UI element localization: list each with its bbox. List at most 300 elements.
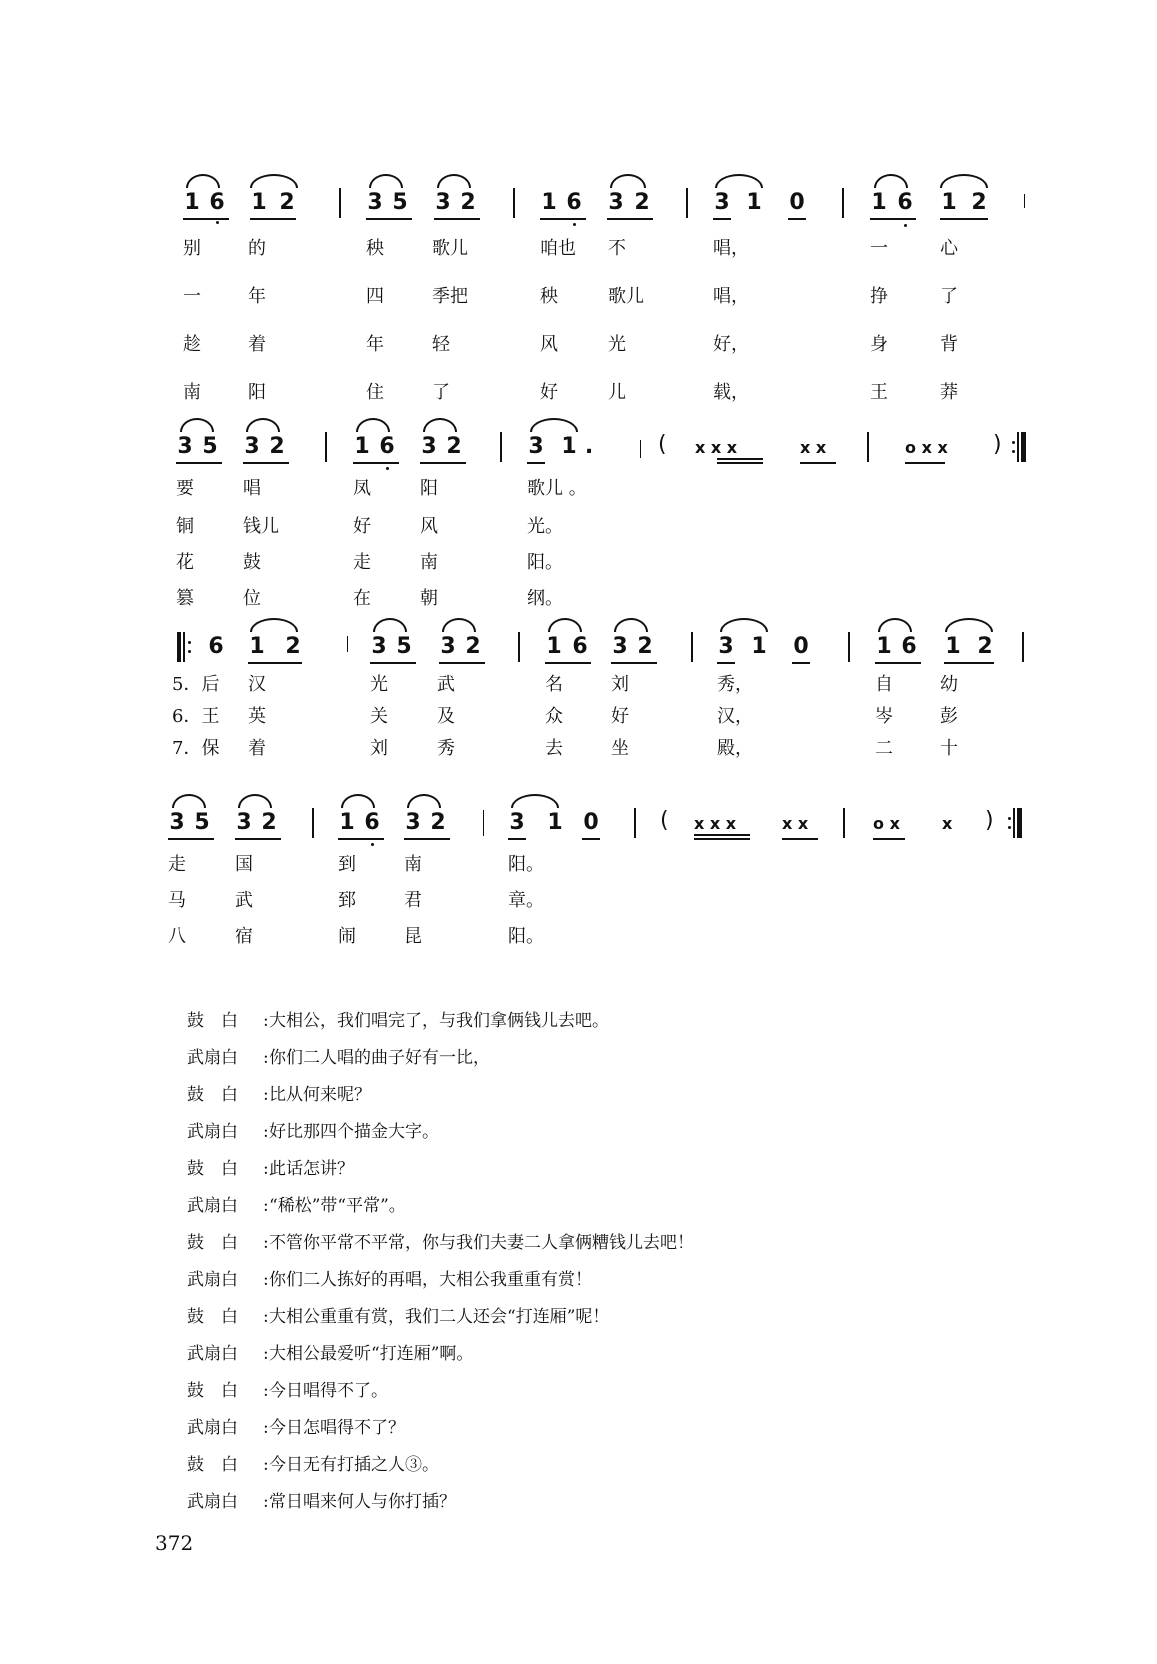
speaker-label: 鼓 白 (187, 1085, 238, 1105)
note: 3 (405, 810, 421, 835)
lyric-verse-5 (0, 850, 1157, 880)
note: 3 (236, 810, 252, 835)
beam-line (338, 838, 384, 840)
lyric: 秀 (437, 738, 455, 759)
lyric: 阳 (420, 478, 438, 499)
beam-line (875, 662, 921, 664)
barline (842, 188, 844, 218)
lyric-verse-4 (0, 378, 1157, 408)
octave-dot (904, 224, 907, 227)
note: 0 (793, 634, 809, 659)
beam-line (235, 838, 281, 840)
note: 6 (364, 810, 380, 835)
speaker-label: 鼓 白 (187, 1307, 238, 1327)
speech-text: 比从何来呢？ (269, 1085, 371, 1105)
beam-line (717, 462, 763, 464)
lyric: 铜 (176, 516, 194, 537)
lyric-verse-1 (0, 474, 1157, 504)
dialogue-line: 鼓 白 :此话怎讲？ (187, 1151, 1087, 1188)
note: 1 (871, 190, 887, 215)
lyric: 唱， (713, 238, 749, 259)
slur (341, 794, 375, 808)
speaker-label: 武扇白 (187, 1492, 238, 1512)
barline-broken (347, 636, 348, 652)
lyric: 八 (168, 926, 186, 947)
lyric: 国 (235, 854, 253, 875)
barline (339, 188, 341, 218)
speech-text: 不管你平常不平常，你与我们夫妻二人拿俩糟钱儿去吧！ (269, 1233, 694, 1253)
lyric-verse-7 (0, 734, 1157, 764)
barline (691, 632, 693, 662)
lyric-verse-3 (0, 548, 1157, 578)
lyric: 住 (366, 382, 384, 403)
note: 5 (202, 434, 218, 459)
note: 2 (269, 434, 285, 459)
barline (312, 808, 314, 838)
barline (518, 632, 520, 662)
beam-line (582, 838, 600, 840)
beam-line (944, 662, 994, 664)
lyric: 刘 (611, 674, 629, 695)
beam-line (540, 218, 586, 220)
slur (356, 418, 390, 432)
note: 1 (945, 634, 961, 659)
lyric: 载， (713, 382, 749, 403)
lyric: 章。 (508, 890, 544, 911)
repeat-end-barline (1008, 808, 1022, 838)
dialogue-line: 鼓 白 :大相公重重有赏，我们二人还会“打连厢”呢！ (187, 1299, 1087, 1336)
beam-line (420, 462, 466, 464)
lyric: 英 (248, 706, 266, 727)
slur (373, 618, 407, 632)
octave-dot (371, 843, 374, 846)
barline-broken (640, 440, 641, 458)
lyric: 殿， (717, 738, 753, 759)
lyric: 在 (353, 588, 371, 609)
note: . (584, 434, 594, 459)
note: 5 (396, 634, 412, 659)
note: 6 (209, 190, 225, 215)
note: 2 (460, 190, 476, 215)
dialogue-line: 鼓 白 :今日无有打插之人③。 (187, 1447, 1087, 1484)
lyric: 宿 (235, 926, 253, 947)
lyric: 钱儿 (243, 516, 279, 537)
speech-text: 今日唱得不了。 (269, 1381, 388, 1401)
note: 1 (354, 434, 370, 459)
speaker-label: 武扇白 (187, 1048, 238, 1068)
lyric: 唱 (243, 478, 261, 499)
slur (442, 618, 476, 632)
beam-line (404, 838, 450, 840)
dialogue-line: 武扇白 :你们二人唱的曲子好有一比， (187, 1040, 1087, 1077)
lyric-verse-6 (0, 702, 1157, 732)
speech-text: 常日唱来何人与你打插？ (269, 1492, 456, 1512)
lyric: 季把 (432, 286, 468, 307)
lyric: 唱， (713, 286, 749, 307)
note: 2 (637, 634, 653, 659)
slur (548, 618, 582, 632)
lyric: 莽 (940, 382, 958, 403)
octave-dot (216, 221, 219, 224)
percussion-rhythm: o x x (905, 438, 948, 457)
slur (407, 794, 441, 808)
barline-broken (483, 810, 484, 836)
lyric: 武 (235, 890, 253, 911)
slur (874, 174, 908, 188)
barline (1022, 632, 1024, 662)
lyric: 不 (608, 238, 626, 259)
lyric: 凤 (353, 478, 371, 499)
lyric: 秧 (540, 286, 558, 307)
speaker-label: 武扇白 (187, 1344, 238, 1364)
lyric: 歌儿 (608, 286, 644, 307)
lyric: 一 (183, 286, 201, 307)
lyric: 王 (870, 382, 888, 403)
barline (867, 432, 869, 462)
note: 1 (547, 810, 563, 835)
speaker-label: 鼓 白 (187, 1233, 238, 1253)
lyric: 位 (243, 588, 261, 609)
lyric-verse-5 (0, 670, 1157, 700)
lyric: 幼 (940, 674, 958, 695)
lyric-verse-3 (0, 330, 1157, 360)
dialogue-line: 武扇白 :你们二人拣好的再唱，大相公我重重有赏！ (187, 1262, 1087, 1299)
lyric: 阳。 (508, 926, 544, 947)
percussion-rhythm: x x x (695, 438, 738, 457)
lyric: 年 (366, 334, 384, 355)
note: 1 (339, 810, 355, 835)
speaker-label: 武扇白 (187, 1196, 238, 1216)
lyric: 了 (940, 286, 958, 307)
slur (250, 174, 298, 188)
note: 0 (789, 190, 805, 215)
barline (500, 432, 502, 462)
lyric: 秧 (366, 238, 384, 259)
lyric: 二 (875, 738, 893, 759)
beam-line (800, 462, 836, 464)
close-paren: ) (985, 808, 994, 833)
dialogue-line: 鼓 白 :大相公，我们唱完了，与我们拿俩钱儿去吧。 (187, 1003, 1087, 1040)
lyric: 咱也 (540, 238, 576, 259)
lyric-verse-2 (0, 282, 1157, 312)
slur (715, 174, 763, 188)
lyric: 别 (183, 238, 201, 259)
speech-text: 今日无有打插之人③。 (269, 1455, 439, 1475)
lyric: 刘 (370, 738, 388, 759)
percussion-rhythm: o x (873, 814, 900, 833)
lyric: 岑 (875, 706, 893, 727)
lyric: 昆 (404, 926, 422, 947)
lyric: 走 (353, 552, 371, 573)
slur (180, 418, 214, 432)
lyric: 歌儿 (432, 238, 468, 259)
beam-line (434, 218, 480, 220)
note: 6 (572, 634, 588, 659)
dialogue-line: 鼓 白 :比从何来呢？ (187, 1077, 1087, 1114)
beam-line (176, 462, 222, 464)
slur (720, 618, 768, 632)
open-paren: ( (660, 808, 669, 833)
beam-line (717, 458, 763, 460)
beam-line (611, 662, 657, 664)
speech-text: 此话怎讲？ (269, 1159, 354, 1179)
note: 1 (876, 634, 892, 659)
note: 3 (421, 434, 437, 459)
lyric: 好， (713, 334, 749, 355)
lyric: 好 (353, 516, 371, 537)
close-paren: ) (993, 432, 1002, 457)
dialogue-line: 武扇白 :大相公最爱听“打连厢”啊。 (187, 1336, 1087, 1373)
lyric: 汉， (717, 706, 753, 727)
speaker-label: 武扇白 (187, 1270, 238, 1290)
note: 3 (718, 634, 734, 659)
lyric: 阳。 (527, 552, 563, 573)
notation-line (0, 168, 1157, 228)
beam-line (717, 662, 735, 664)
note: 2 (430, 810, 446, 835)
lyric: 光 (608, 334, 626, 355)
note: 1 (249, 634, 265, 659)
note: 2 (465, 634, 481, 659)
notation-line (0, 612, 1157, 672)
lyric: 好 (611, 706, 629, 727)
percussion-rhythm: x x (800, 438, 827, 457)
slur (530, 418, 578, 432)
dialogue-line: 武扇白 :今日怎唱得不了？ (187, 1410, 1087, 1447)
speaker-label: 鼓 白 (187, 1159, 238, 1179)
beam-line (248, 662, 302, 664)
dialogue-block (187, 1003, 1087, 1521)
repeat-start-barline (177, 632, 191, 662)
lyric-verse-7 (0, 922, 1157, 952)
note: 2 (446, 434, 462, 459)
note: 6 (897, 190, 913, 215)
dialogue-line: 武扇白 :常日唱来何人与你打插？ (187, 1484, 1087, 1521)
beam-line (694, 834, 750, 836)
lyric: 马 (168, 890, 186, 911)
notation-line (0, 788, 1157, 848)
barline (686, 188, 688, 218)
lyric-verse-4 (0, 584, 1157, 614)
lyric: 君 (404, 890, 422, 911)
beam-line (527, 462, 545, 464)
note: 2 (977, 634, 993, 659)
beam-line (250, 218, 296, 220)
slur (246, 418, 280, 432)
speech-text: 大相公最爱听“打连厢”啊。 (269, 1344, 474, 1364)
note: 3 (367, 190, 383, 215)
note: 5 (392, 190, 408, 215)
slur (172, 794, 206, 808)
note: 3 (714, 190, 730, 215)
lyric: 关 (370, 706, 388, 727)
lyric: 挣 (870, 286, 888, 307)
lyric: 一 (870, 238, 888, 259)
note: 1 (184, 190, 200, 215)
lyric: 6．王 (172, 706, 220, 727)
lyric: 郅 (338, 890, 356, 911)
percussion-rhythm: x x x (694, 814, 737, 833)
note: 2 (261, 810, 277, 835)
speaker-label: 武扇白 (187, 1418, 238, 1438)
lyric: 光。 (527, 516, 563, 537)
note: 6 (379, 434, 395, 459)
lyric: 秀， (717, 674, 753, 695)
speech-text: 你们二人拣好的再唱，大相公我重重有赏！ (269, 1270, 592, 1290)
lyric-verse-6 (0, 886, 1157, 916)
beam-line (870, 218, 916, 220)
open-paren: ( (658, 432, 667, 457)
slur (369, 174, 403, 188)
note: 6 (901, 634, 917, 659)
slur (437, 174, 471, 188)
lyric: 着 (248, 334, 266, 355)
beam-line (694, 838, 750, 840)
note: 3 (509, 810, 525, 835)
note: 2 (285, 634, 301, 659)
note: 1 (751, 634, 767, 659)
lyric: 纲。 (527, 588, 563, 609)
lyric: 年 (248, 286, 266, 307)
lyric: 7．保 (172, 738, 220, 759)
note: 3 (371, 634, 387, 659)
lyric: 名 (545, 674, 563, 695)
lyric: 坐 (611, 738, 629, 759)
beam-line (792, 662, 810, 664)
slur (250, 618, 298, 632)
lyric: 闹 (338, 926, 356, 947)
beam-line (607, 218, 653, 220)
lyric: 到 (338, 854, 356, 875)
octave-dot (573, 223, 576, 226)
lyric: 趁 (183, 334, 201, 355)
lyric: 风 (420, 516, 438, 537)
lyric: 歌儿 。 (527, 478, 587, 499)
speech-text: “稀松”带“平常”。 (269, 1196, 406, 1216)
beam-line (905, 462, 945, 464)
note: 3 (435, 190, 451, 215)
beam-line (545, 662, 591, 664)
page-number: 372 (155, 1531, 194, 1555)
beam-line (713, 218, 731, 220)
lyric: 5．后 (172, 674, 220, 695)
lyric: 风 (540, 334, 558, 355)
notation-line (0, 412, 1157, 472)
note: 3 (612, 634, 628, 659)
lyric: 十 (940, 738, 958, 759)
beam-line (788, 218, 806, 220)
lyric: 南 (420, 552, 438, 573)
lyric: 武 (437, 674, 455, 695)
speaker-label: 鼓 白 (187, 1455, 238, 1475)
slur (610, 174, 646, 188)
speech-text: 大相公，我们唱完了，与我们拿俩钱儿去吧。 (269, 1011, 609, 1031)
lyric: 了 (432, 382, 450, 403)
beam-line (782, 838, 818, 840)
note: 3 (440, 634, 456, 659)
beam-line (873, 838, 905, 840)
note: 1 (561, 434, 577, 459)
beam-line (366, 218, 412, 220)
barline (513, 188, 515, 218)
barline (325, 432, 327, 462)
speech-text: 今日怎唱得不了？ (269, 1418, 405, 1438)
slur (511, 794, 559, 808)
lyric: 朝 (420, 588, 438, 609)
lyric: 篡 (176, 588, 194, 609)
speech-text: 大相公重重有赏，我们二人还会“打连厢”呢！ (269, 1307, 610, 1327)
speaker-label: 武扇白 (187, 1122, 238, 1142)
note: 2 (971, 190, 987, 215)
slur (940, 174, 988, 188)
percussion-rhythm: x x (782, 814, 809, 833)
beam-line (168, 838, 214, 840)
note: 3 (244, 434, 260, 459)
note: 2 (279, 190, 295, 215)
lyric: 彭 (940, 706, 958, 727)
note: 1 (541, 190, 557, 215)
note: 0 (583, 810, 599, 835)
note: 3 (608, 190, 624, 215)
lyric: 的 (248, 238, 266, 259)
note: 3 (177, 434, 193, 459)
note: 1 (941, 190, 957, 215)
lyric: 四 (366, 286, 384, 307)
lyric-verse-2 (0, 512, 1157, 542)
lyric: 阳 (248, 382, 266, 403)
speaker-label: 鼓 白 (187, 1381, 238, 1401)
lyric: 汉 (248, 674, 266, 695)
slur (945, 618, 993, 632)
lyric: 去 (545, 738, 563, 759)
beam-line (243, 462, 289, 464)
beam-line (370, 662, 416, 664)
beam-line (439, 662, 485, 664)
lyric: 南 (183, 382, 201, 403)
note: 1 (746, 190, 762, 215)
slur (423, 418, 457, 432)
note: 3 (169, 810, 185, 835)
slur (186, 174, 220, 188)
note: 6 (208, 634, 224, 659)
lyric: 身 (870, 334, 888, 355)
dialogue-line: 鼓 白 :今日唱得不了。 (187, 1373, 1087, 1410)
lyric: 儿 (608, 382, 626, 403)
speech-text: 好比那四个描金大字。 (269, 1122, 439, 1142)
lyric: 及 (437, 706, 455, 727)
note: 2 (634, 190, 650, 215)
lyric: 轻 (432, 334, 450, 355)
speech-text: 你们二人唱的曲子好有一比， (269, 1048, 490, 1068)
lyric: 鼓 (243, 552, 261, 573)
lyric: 着 (248, 738, 266, 759)
dialogue-line: 武扇白 :好比那四个描金大字。 (187, 1114, 1087, 1151)
speaker-label: 鼓 白 (187, 1011, 238, 1031)
lyric-verse-1 (0, 234, 1157, 264)
lyric: 阳。 (508, 854, 544, 875)
note: 1 (546, 634, 562, 659)
lyric: 众 (545, 706, 563, 727)
note: 3 (528, 434, 544, 459)
lyric: 自 (875, 674, 893, 695)
lyric: 好 (540, 382, 558, 403)
slur (614, 618, 648, 632)
lyric: 南 (404, 854, 422, 875)
slur (238, 794, 272, 808)
dialogue-line: 鼓 白 :不管你平常不平常，你与我们夫妻二人拿俩糟钱儿去吧！ (187, 1225, 1087, 1262)
lyric: 背 (940, 334, 958, 355)
slur (878, 618, 912, 632)
